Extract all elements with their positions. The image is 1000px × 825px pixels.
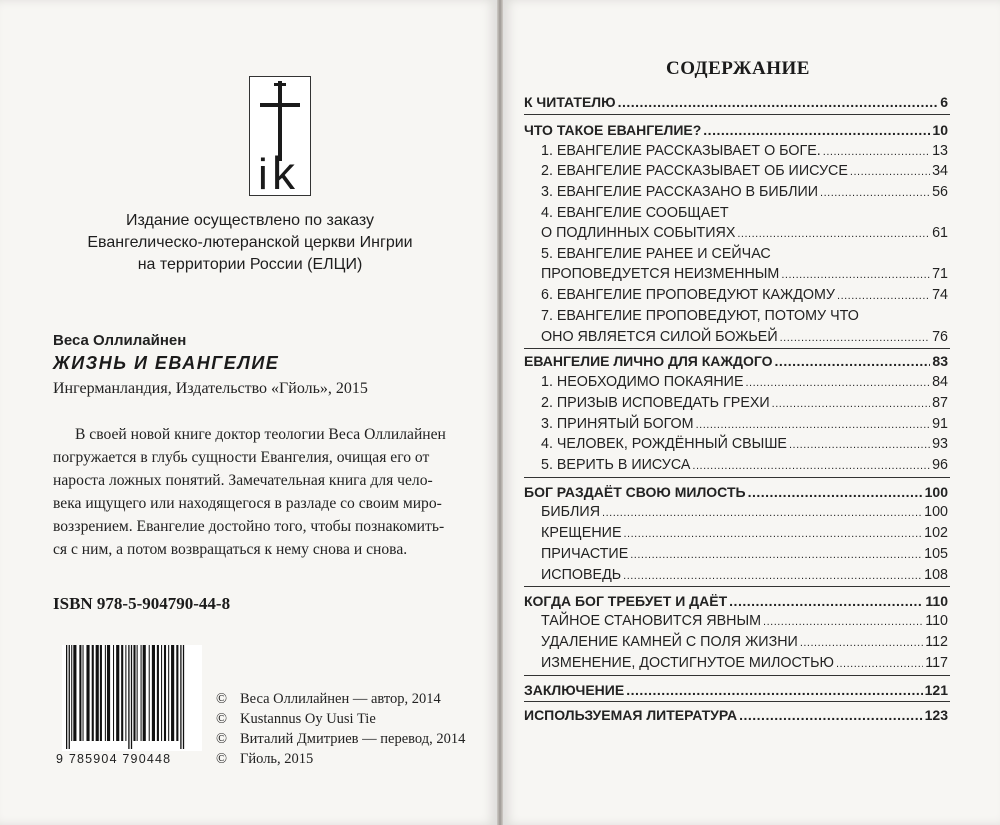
toc-item-line: 5. ЕВАНГЕЛИЕ РАНЕЕ И СЕЙЧАС	[541, 246, 771, 262]
toc-item: О ПОДЛИННЫХ СОБЫТИЯХ ..... 61	[541, 225, 948, 241]
barcode	[62, 645, 202, 751]
svg-text:i: i	[258, 150, 268, 195]
toc-section: БОГ РАЗДАЁТ СВОЮ МИЛОСТЬ ..... 100	[524, 484, 948, 500]
divider	[524, 477, 950, 478]
annotation-line: погружается в глубь сущности Евангелия, очищая его от	[53, 449, 430, 466]
divider	[524, 675, 950, 676]
publisher-note	[40, 210, 460, 276]
copyright-line: © Виталий Дмитриев — перевод, 2014	[216, 731, 466, 747]
toc-section: КОГДА БОГ ТРЕБУЕТ И ДАЁТ ..... 110	[524, 593, 948, 609]
toc-item: БИБЛИЯ ..... 100	[541, 504, 948, 520]
toc-heading: СОДЕРЖАНИЕ	[666, 58, 810, 79]
annotation-line: ся с ним, а потом возвращаться к нему снова и снова.	[53, 541, 408, 558]
toc-item: КРЕЩЕНИЕ ..... 102	[541, 525, 948, 541]
barcode-digits: 9 785904 790448	[56, 752, 172, 766]
annotation-line: нароста ложных понятий. Замечательная книга для чело-	[53, 472, 433, 489]
copyright-line: © Веса Оллилайнен — автор, 2014	[216, 691, 441, 707]
annotation-line: воззрением. Евангелие достойно того, чтобы познакомить-	[53, 518, 445, 535]
toc-item: 1. ЕВАНГЕЛИЕ РАССКАЗЫВАЕТ О БОГЕ. ..... 13	[541, 143, 948, 159]
toc-section: ЗАКЛЮЧЕНИЕ ..... 121	[524, 682, 948, 698]
toc-item: 3. ЕВАНГЕЛИЕ РАССКАЗАНО В БИБЛИИ ..... 56	[541, 184, 948, 200]
divider	[524, 586, 950, 587]
toc-item-line: 7. ЕВАНГЕЛИЕ ПРОПОВЕДУЮТ, ПОТОМУ ЧТО	[541, 308, 859, 324]
toc-item: ПРОПОВЕДУЕТСЯ НЕИЗМЕННЫМ ..... 71	[541, 266, 948, 282]
toc-section: ЕВАНГЕЛИЕ ЛИЧНО ДЛЯ КАЖДОГО ..... 83	[524, 353, 948, 369]
toc-item: ИЗМЕНЕНИЕ, ДОСТИГНУТОЕ МИЛОСТЬЮ ..... 117	[541, 655, 948, 671]
toc-item: ТАЙНОЕ СТАНОВИТСЯ ЯВНЫМ ..... 110	[541, 613, 948, 629]
publisher-note-line: на территории России (ЕЛЦИ)	[137, 256, 363, 273]
toc-item: ПРИЧАСТИЕ ..... 105	[541, 546, 948, 562]
publisher-note-line: Издание осуществлено по заказу	[126, 212, 374, 229]
toc-item: УДАЛЕНИЕ КАМНЕЙ С ПОЛЯ ЖИЗНИ ..... 112	[541, 634, 948, 650]
copyright-line: © Гйоль, 2015	[216, 751, 314, 767]
toc-item-line: 4. ЕВАНГЕЛИЕ СООБЩАЕТ	[541, 205, 729, 221]
cross-logo-icon	[249, 76, 311, 196]
toc-item: 2. ЕВАНГЕЛИЕ РАССКАЗЫВАЕТ ОБ ИИСУСЕ ..... 34	[541, 163, 948, 179]
divider	[524, 348, 950, 349]
book-author: Веса Оллилайнен	[53, 332, 187, 349]
toc-item: 1. НЕОБХОДИМО ПОКАЯНИЕ ..... 84	[541, 374, 948, 390]
isbn: ISBN 978-5-904790-44-8	[53, 594, 231, 613]
copyright-block	[216, 689, 465, 769]
toc-item: ОНО ЯВЛЯЕТСЯ СИЛОЙ БОЖЬЕЙ ..... 76	[541, 329, 948, 345]
book-imprint: Ингерманландия, Издательство «Гйоль», 2015	[53, 380, 368, 397]
book-title: ЖИЗНЬ И ЕВАНГЕЛИЕ	[53, 353, 280, 373]
toc-item: 2. ПРИЗЫВ ИСПОВЕДАТЬ ГРЕХИ ..... 87	[541, 395, 948, 411]
toc-item: 5. ВЕРИТЬ В ИИСУСА ..... 96	[541, 457, 948, 473]
annotation-line: века ищущего или находящегося в разладе со своим миро-	[53, 495, 442, 512]
toc-item: ИСПОВЕДЬ ..... 108	[541, 567, 948, 583]
divider	[524, 114, 950, 115]
toc-item: 3. ПРИНЯТЫЙ БОГОМ ..... 91	[541, 416, 948, 432]
toc-section: ЧТО ТАКОЕ ЕВАНГЕЛИЕ? ..... 10	[524, 122, 948, 138]
divider	[524, 701, 950, 702]
copyright-line: © Kustannus Oy Uusi Tie	[216, 711, 376, 727]
toc-item: 4. ЧЕЛОВЕК, РОЖДЁННЫЙ СВЫШЕ ..... 93	[541, 436, 948, 452]
toc-section: К ЧИТАТЕЛЮ ..... 6	[524, 94, 948, 110]
publisher-note-line: Евангелическо-лютеранской церкви Ингрии	[87, 234, 413, 251]
annotation-paragraph	[53, 423, 493, 561]
annotation-line: В своей новой книге доктор теологии Веса Оллилайнен	[75, 426, 446, 443]
svg-text:k: k	[272, 147, 295, 195]
toc-item: 6. ЕВАНГЕЛИЕ ПРОПОВЕДУЮТ КАЖДОМУ ..... 74	[541, 287, 948, 303]
toc-section: ИСПОЛЬЗУЕМАЯ ЛИТЕРАТУРА ..... 123	[524, 707, 948, 723]
